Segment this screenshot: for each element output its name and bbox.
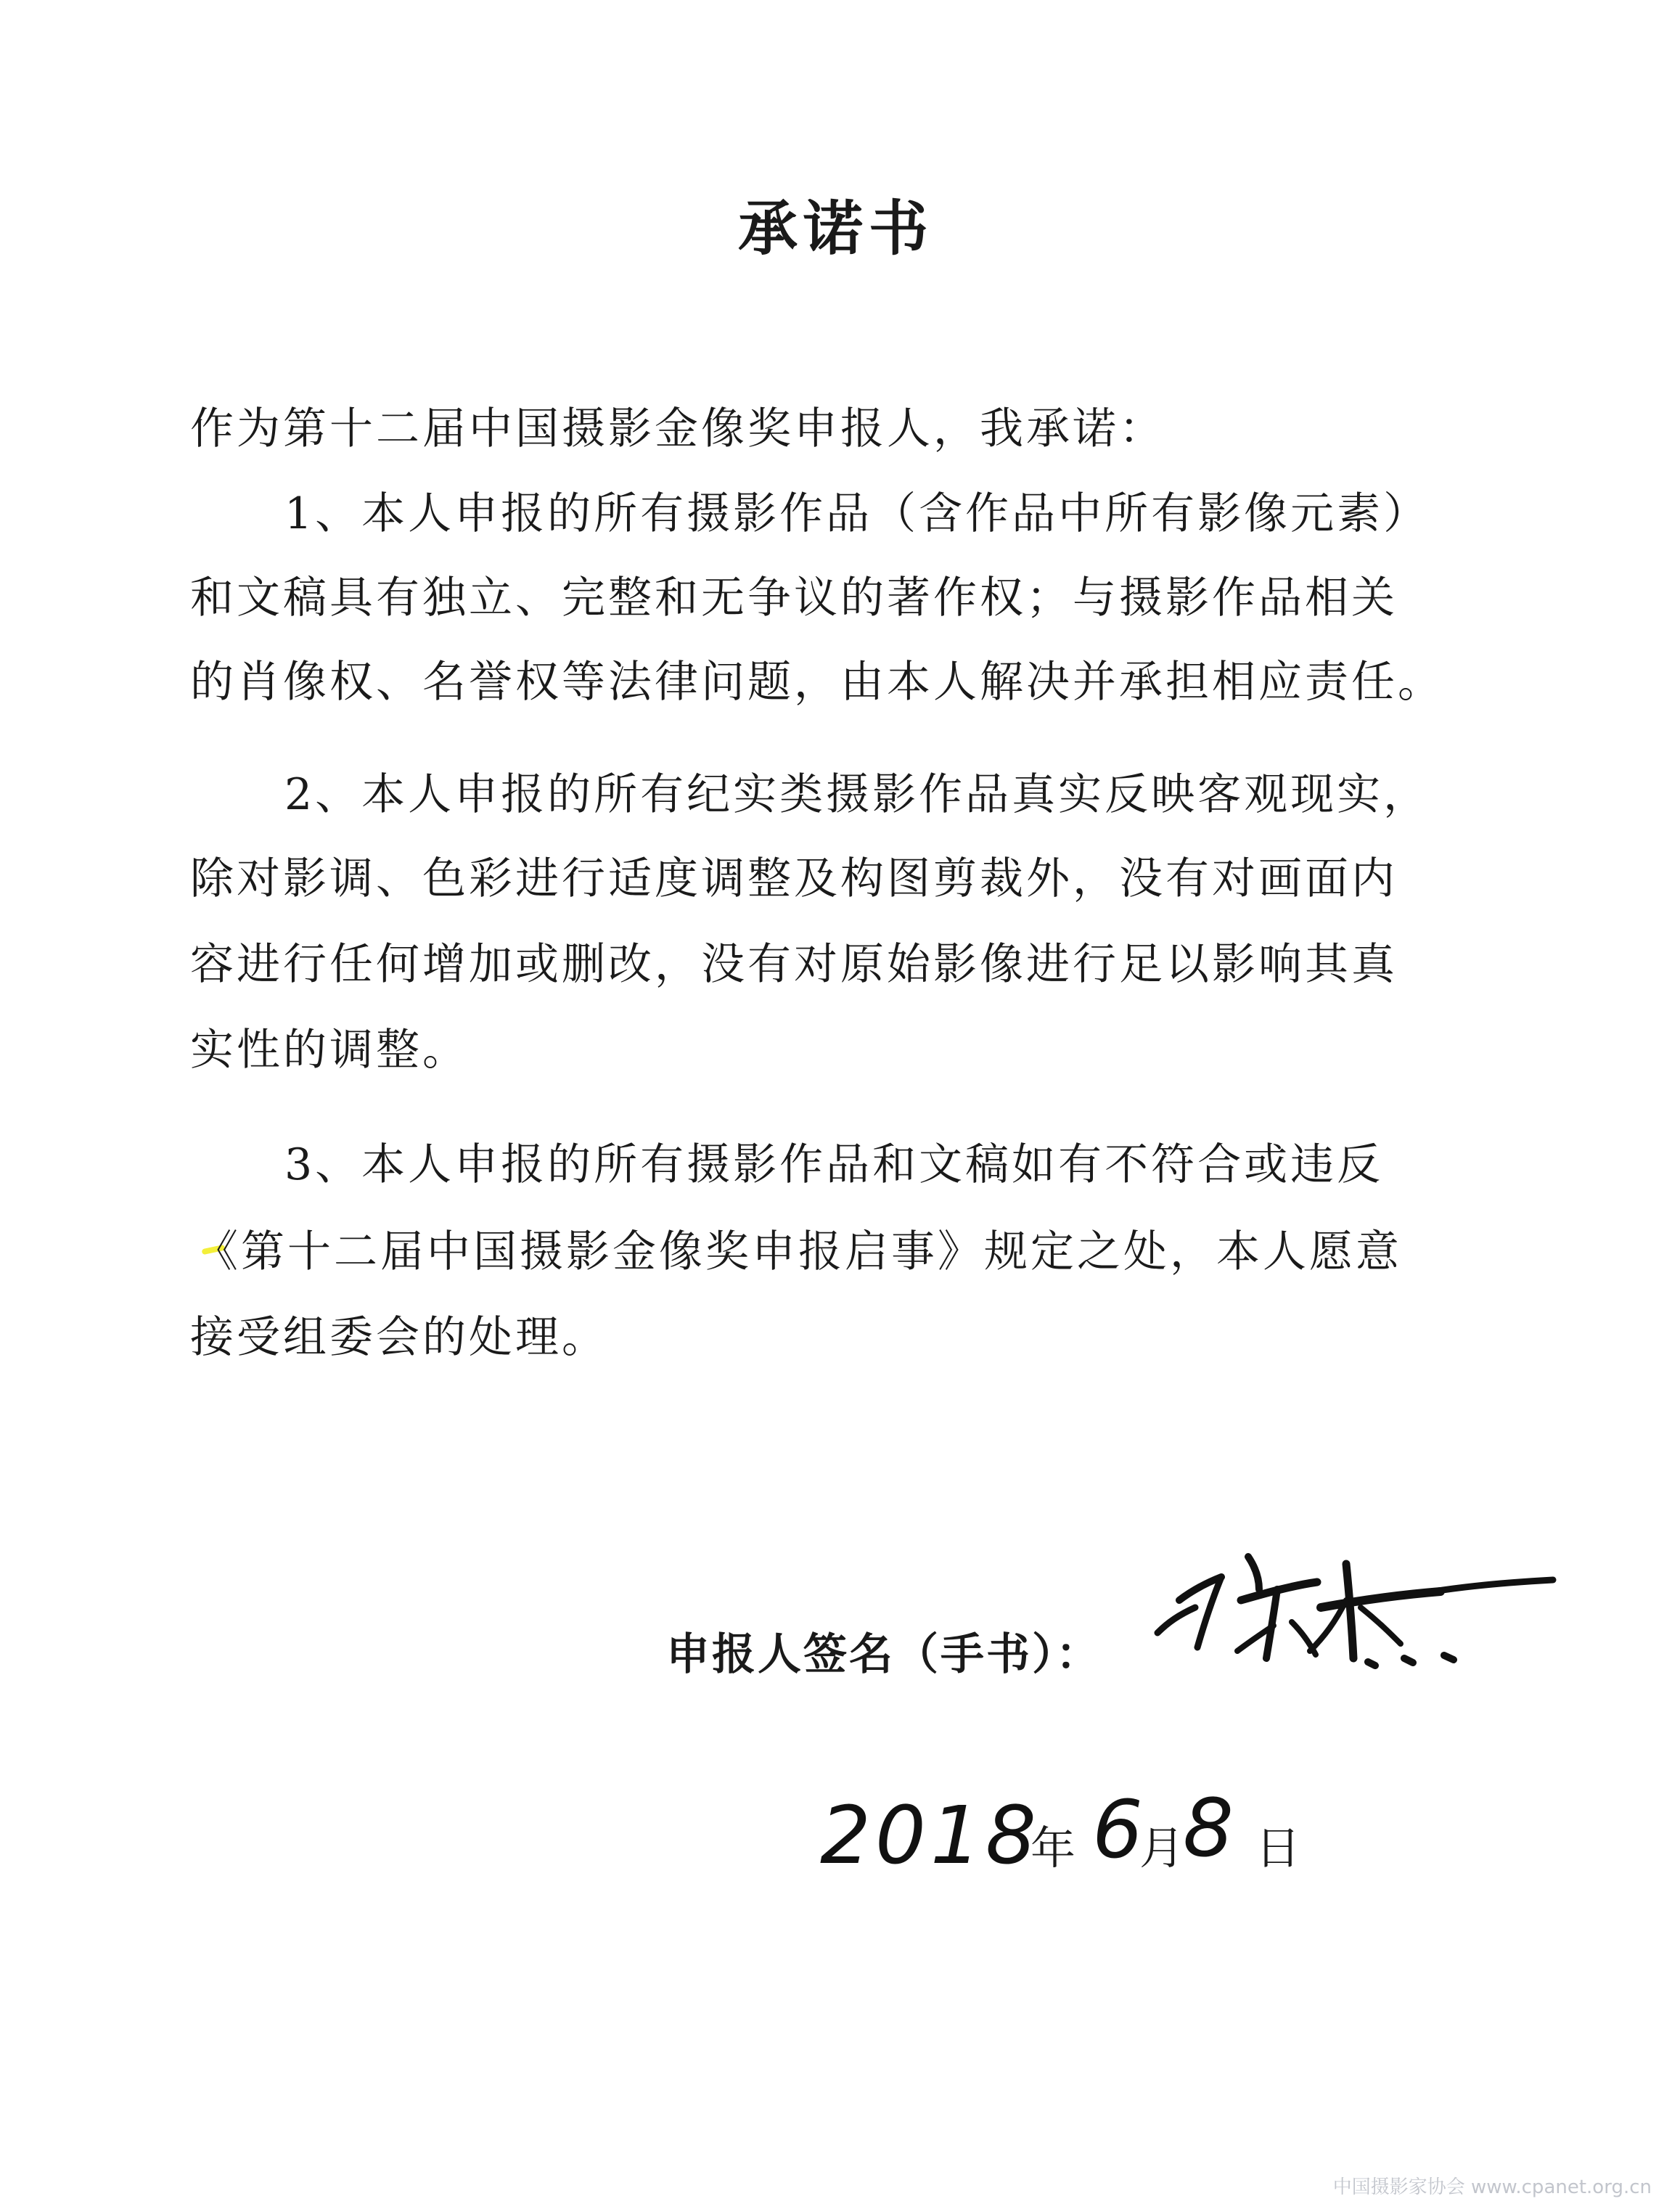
date-year: 2018 (820, 1789, 1041, 1882)
watermark-logo: 中国摄影家协会 www.cpanet.org.cn (1332, 2176, 1652, 2198)
clause-3-line-3: 接受组委会的处理。 (190, 1312, 608, 1363)
clause-1-line-3: 的肖像权、名誉权等法律问题，由本人解决并承担相应责任。 (190, 657, 1444, 708)
clause-3-line-1: 3、本人申报的所有摄影作品和文稿如有不符合或违反 (284, 1139, 1384, 1190)
clause-2-line-2: 除对影调、色彩进行适度调整及构图剪裁外，没有对画面内 (190, 853, 1398, 904)
date-month-unit: 月 (1139, 1822, 1185, 1875)
clause-1-line-1: 1、本人申报的所有摄影作品（含作品中所有影像元素） (284, 488, 1430, 539)
signature-label: 申报人签名（手书）： (666, 1629, 1102, 1680)
date-year-unit: 年 (1030, 1822, 1076, 1875)
clause-2-line-1: 2、本人申报的所有纪实类摄影作品真实反映客观现实， (284, 769, 1430, 820)
date-month: 6 (1092, 1783, 1143, 1876)
clause-2-line-3: 容进行任何增加或删改，没有对原始影像进行足以影响其真 (190, 939, 1398, 990)
clause-1-line-2: 和文稿具有独立、完整和无争议的著作权；与摄影作品相关 (190, 573, 1398, 623)
handwritten-signature (1128, 1513, 1578, 1687)
clause-2-line-4: 实性的调整。 (190, 1025, 469, 1076)
document-title: 承诺书 (737, 194, 934, 263)
intro-line: 作为第十二届中国摄影金像奖申报人，我承诺： (190, 404, 1165, 454)
clause-3-line-2: 《第十二届中国摄影金像奖申报启事》规定之处，本人愿意 (194, 1226, 1402, 1277)
date-day: 8 (1183, 1782, 1234, 1875)
date-day-unit: 日 (1255, 1822, 1301, 1875)
date-block (820, 1782, 1328, 1898)
